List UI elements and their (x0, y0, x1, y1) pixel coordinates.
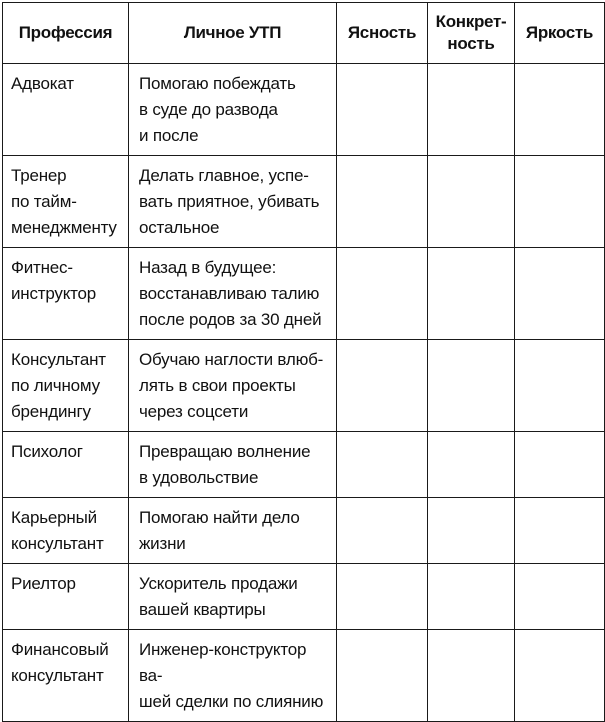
clarity-cell (337, 340, 428, 432)
utp-cell: Назад в будущее: восстанавливаю талию после родов за 30 дней (139, 258, 322, 329)
utp-cell: Превращаю волнение в удовольствие (139, 442, 311, 487)
utp-cell: Делать главное, успе- вать приятное, убивать остальное (139, 166, 320, 237)
brightness-cell (515, 630, 605, 722)
table-row (3, 432, 605, 498)
clarity-cell (337, 64, 428, 156)
concreteness-cell (428, 340, 515, 432)
table-row (3, 630, 605, 722)
clarity-cell (337, 564, 428, 630)
concreteness-cell (428, 248, 515, 340)
table-row (3, 248, 605, 340)
table-row (3, 156, 605, 248)
concreteness-cell (428, 564, 515, 630)
clarity-cell (337, 630, 428, 722)
brightness-cell (515, 432, 605, 498)
clarity-cell (337, 498, 428, 564)
brightness-cell (515, 248, 605, 340)
utp-cell: Помогаю побеждать в суде до развода и после (139, 74, 296, 145)
brightness-cell (515, 498, 605, 564)
brightness-cell (515, 64, 605, 156)
header-clarity: Ясность (337, 3, 428, 64)
profession-cell: Адвокат (11, 74, 74, 93)
profession-cell: Консультант по личному брендингу (11, 350, 106, 421)
utp-cell: Помогаю найти дело жизни (139, 508, 300, 553)
table-row (3, 340, 605, 432)
utp-table (2, 2, 605, 722)
utp-cell: Инженер-конструктор ва- шей сделки по слиянию (139, 640, 324, 711)
table-row (3, 564, 605, 630)
utp-cell: Обучаю наглости влюб- лять в свои проекты через соцсети (139, 350, 324, 421)
brightness-cell (515, 340, 605, 432)
profession-cell: Финансовый консультант (11, 640, 109, 685)
profession-cell: Фитнес- инструктор (11, 258, 97, 303)
clarity-cell (337, 432, 428, 498)
header-brightness: Яркость (515, 3, 605, 64)
header-profession: Профессия (3, 3, 129, 64)
table-row (3, 64, 605, 156)
brightness-cell (515, 156, 605, 248)
profession-cell: Тренер по тайм- менеджменту (11, 166, 117, 237)
profession-cell: Карьерный консультант (11, 508, 104, 553)
table-row (3, 498, 605, 564)
profession-cell: Риелтор (11, 574, 76, 593)
concreteness-cell (428, 432, 515, 498)
profession-cell: Психолог (11, 442, 83, 461)
header-row (3, 3, 605, 64)
clarity-cell (337, 248, 428, 340)
concreteness-cell (428, 64, 515, 156)
brightness-cell (515, 564, 605, 630)
header-concreteness: Конкрет- ность (428, 3, 515, 64)
concreteness-cell (428, 498, 515, 564)
utp-cell: Ускоритель продажи вашей квартиры (139, 574, 298, 619)
header-utp: Личное УТП (129, 3, 337, 64)
clarity-cell (337, 156, 428, 248)
concreteness-cell (428, 156, 515, 248)
concreteness-cell (428, 630, 515, 722)
